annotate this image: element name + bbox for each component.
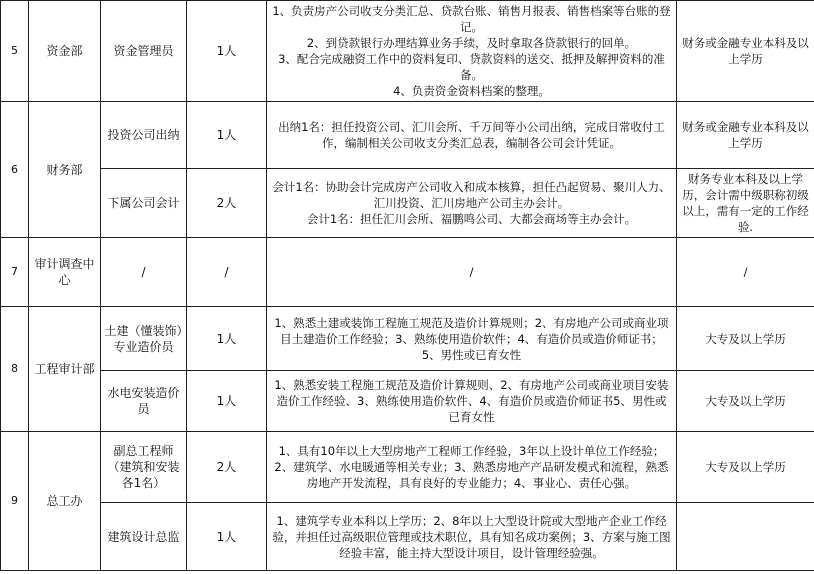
duty-cell: 1、负责房产公司收支分类汇总、贷款台账、销售月报表、销售档案等台账的登记。 2、到贷款银行办理结算业务手续，及时拿取各贷款银行的回单。 3、配合完成融资工作中的资料复印、贷款资料的送交、抵押及解押资料的准备。 4、负责资金资料档案的整理。: [267, 1, 677, 102]
headcount-cell: 2人: [187, 432, 267, 503]
row-number: 7: [1, 238, 29, 307]
duty-cell: /: [267, 238, 677, 307]
table-row: [1, 503, 814, 571]
position-cell: 下属公司会计: [101, 169, 187, 238]
department-cell: 工程审计部: [29, 307, 101, 432]
requirement-cell: 大专及以上学历: [677, 307, 814, 371]
position-cell: 水电安装造价员: [101, 371, 187, 432]
row-number: 8: [1, 307, 29, 432]
duty-cell: 1、熟悉安装工程施工规范及造价计算规则、2、有房地产公司或商业项目安装造价工作经验、3、熟练使用造价软件、4、有造价员或造价师证书5、男性或已育女性: [267, 371, 677, 432]
headcount-cell: 1人: [187, 1, 267, 102]
table-row: [1, 371, 814, 432]
table-row: [1, 432, 814, 503]
table-row: [1, 1, 814, 102]
position-cell: 投资公司出纳: [101, 102, 187, 169]
requirement-cell: 财务或金融专业本科及以上学历: [677, 102, 814, 169]
table-row: [1, 169, 814, 238]
requirement-cell: [677, 503, 814, 571]
duty-cell: 会计1名：协助会计完成房产公司收入和成本核算，担任凸起贸易、聚川人力、汇川投资、汇川房地产公司主办会计。 会计1名：担任汇川会所、福鹏鸣公司、大都会商场等主办会计。: [267, 169, 677, 238]
headcount-cell: 1人: [187, 503, 267, 571]
department-cell: 审计调查中心: [29, 238, 101, 307]
requirement-cell: /: [677, 238, 814, 307]
row-number: 5: [1, 1, 29, 102]
duty-cell: 1、熟悉土建或装饰工程施工规范及造价计算规则；2、有房地产公司或商业项目土建造价工作经验；3、熟练使用造价软件；4、有造价员或造价师证书；5、男性或已育女性: [267, 307, 677, 371]
duty-cell: 1、建筑学专业本科以上学历；2、8年以上大型设计院或大型地产企业工作经验，并担任过高级职位管理或技术职位，具有知名成功案例；3、方案与施工图经验丰富，能主持大型设计项目，设计管理经验强。: [267, 503, 677, 571]
headcount-cell: 1人: [187, 307, 267, 371]
department-cell: 财务部: [29, 102, 101, 238]
position-cell: 资金管理员: [101, 1, 187, 102]
department-cell: 总工办: [29, 432, 101, 571]
duty-cell: 1、具有10年以上大型房地产工程师工作经验，3年以上设计单位工作经验；2、建筑学、水电暖通等相关专业；3、熟悉房地产产品研发模式和流程，熟悉房地产开发流程，具有良好的专业能力；4、事业心、责任心强。: [267, 432, 677, 503]
position-cell: 土建（懂装饰）专业造价员: [101, 307, 187, 371]
duty-cell: 出纳1名：担任投资公司、汇川会所、千万间等小公司出纳，完成日常收付工作，编制相关公司收支分类汇总表，编制各公司会计凭证。: [267, 102, 677, 169]
headcount-cell: 2人: [187, 169, 267, 238]
table-row: [1, 102, 814, 169]
headcount-cell: /: [187, 238, 267, 307]
row-number: 9: [1, 432, 29, 571]
requirement-cell: 财务专业本科及以上学历，会计需中级职称初级以上，需有一定的工作经验.: [677, 169, 814, 238]
headcount-cell: 1人: [187, 102, 267, 169]
headcount-cell: 1人: [187, 371, 267, 432]
position-cell: 副总工程师（建筑和安装各1名）: [101, 432, 187, 503]
position-cell: /: [101, 238, 187, 307]
requirement-cell: 大专及以上学历: [677, 371, 814, 432]
position-cell: 建筑设计总监: [101, 503, 187, 571]
requirement-cell: 大专及以上学历: [677, 432, 814, 503]
table-row: [1, 238, 814, 307]
row-number: 6: [1, 102, 29, 238]
requirement-cell: 财务或金融专业本科及以上学历: [677, 1, 814, 102]
table-row: [1, 307, 814, 371]
department-cell: 资金部: [29, 1, 101, 102]
